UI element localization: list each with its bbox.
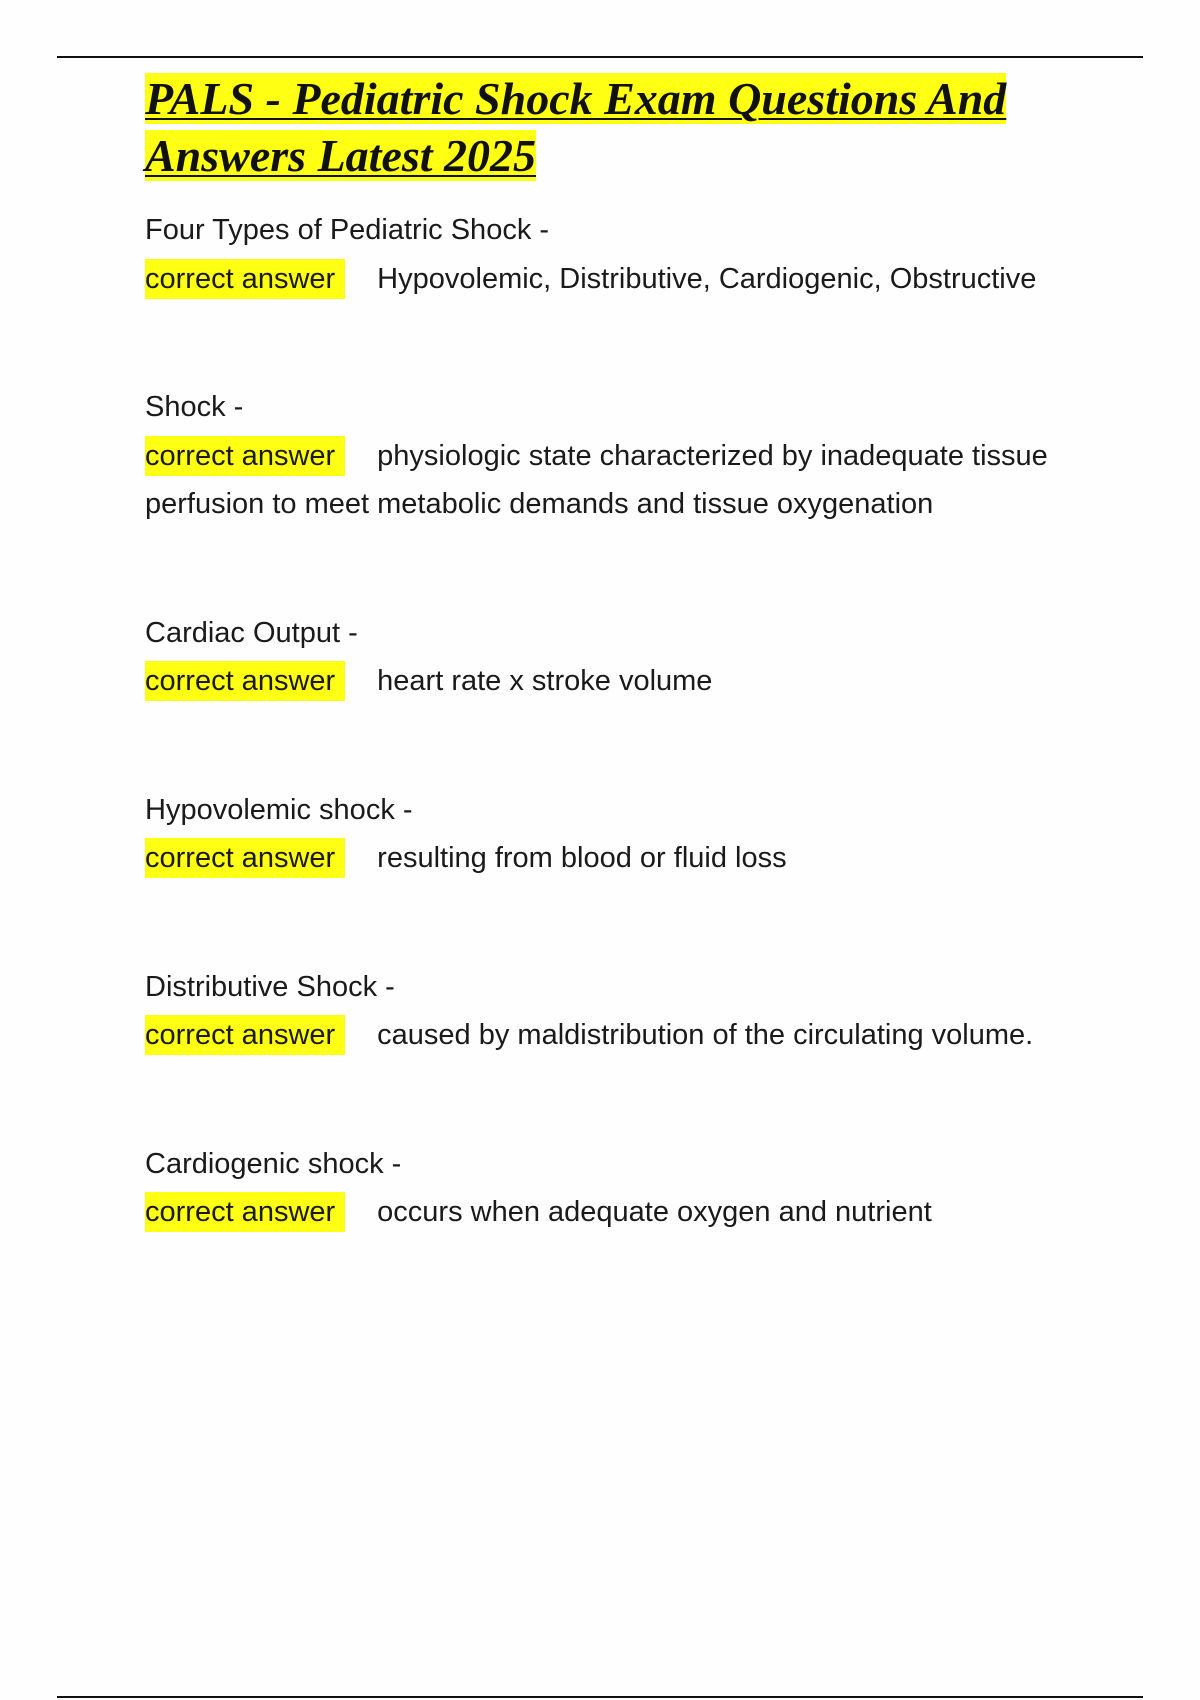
- correct-answer-badge: correct answer: [145, 1015, 345, 1055]
- answer-text: [145, 834, 1065, 883]
- answer-body: physiologic state characterized by inadequate tissue perfusion to meet metabolic demands and tissue oxygenation: [145, 439, 1048, 520]
- answer-body: heart rate x stroke volume: [377, 665, 713, 697]
- question-text: Cardiogenic shock -: [145, 1147, 402, 1180]
- qa-item: [145, 1140, 1065, 1237]
- answer-text: [145, 1188, 1065, 1237]
- bottom-rule: [57, 1696, 1143, 1698]
- answer-body: resulting from blood or fluid loss: [377, 842, 787, 874]
- qa-item: [145, 963, 1065, 1060]
- question-text: Cardiac Output -: [145, 616, 358, 649]
- answer-body: Hypovolemic, Distributive, Cardiogenic, Obstructive: [377, 262, 1037, 295]
- answer-text: [145, 255, 1065, 304]
- answer-body: caused by maldistribution of the circulating volume.: [377, 1019, 1034, 1051]
- answer-text: [145, 657, 1065, 706]
- correct-answer-badge: correct answer: [145, 259, 345, 299]
- answer-body: occurs when adequate oxygen and nutrient: [377, 1196, 932, 1228]
- question-text: Hypovolemic shock -: [145, 793, 413, 826]
- qa-item: [145, 609, 1065, 706]
- correct-answer-badge: correct answer: [145, 661, 345, 701]
- question-text: Shock -: [145, 391, 244, 423]
- question-text: Distributive Shock -: [145, 970, 395, 1003]
- answer-text: [145, 1011, 1065, 1060]
- qa-item: [145, 383, 1065, 529]
- top-rule: [57, 56, 1143, 58]
- document-page: [145, 70, 1065, 1237]
- question-text: Four Types of Pediatric Shock -: [145, 214, 550, 246]
- document-title: [145, 70, 1065, 184]
- correct-answer-badge: correct answer: [145, 1192, 345, 1232]
- correct-answer-badge: correct answer: [145, 436, 345, 476]
- title-highlight: PALS - Pediatric Shock Exam Questions And Answers Latest 2025: [145, 73, 1007, 181]
- qa-item: [145, 786, 1065, 883]
- answer-text: [145, 432, 1065, 529]
- correct-answer-badge: correct answer: [145, 838, 345, 878]
- qa-item: [145, 206, 1065, 303]
